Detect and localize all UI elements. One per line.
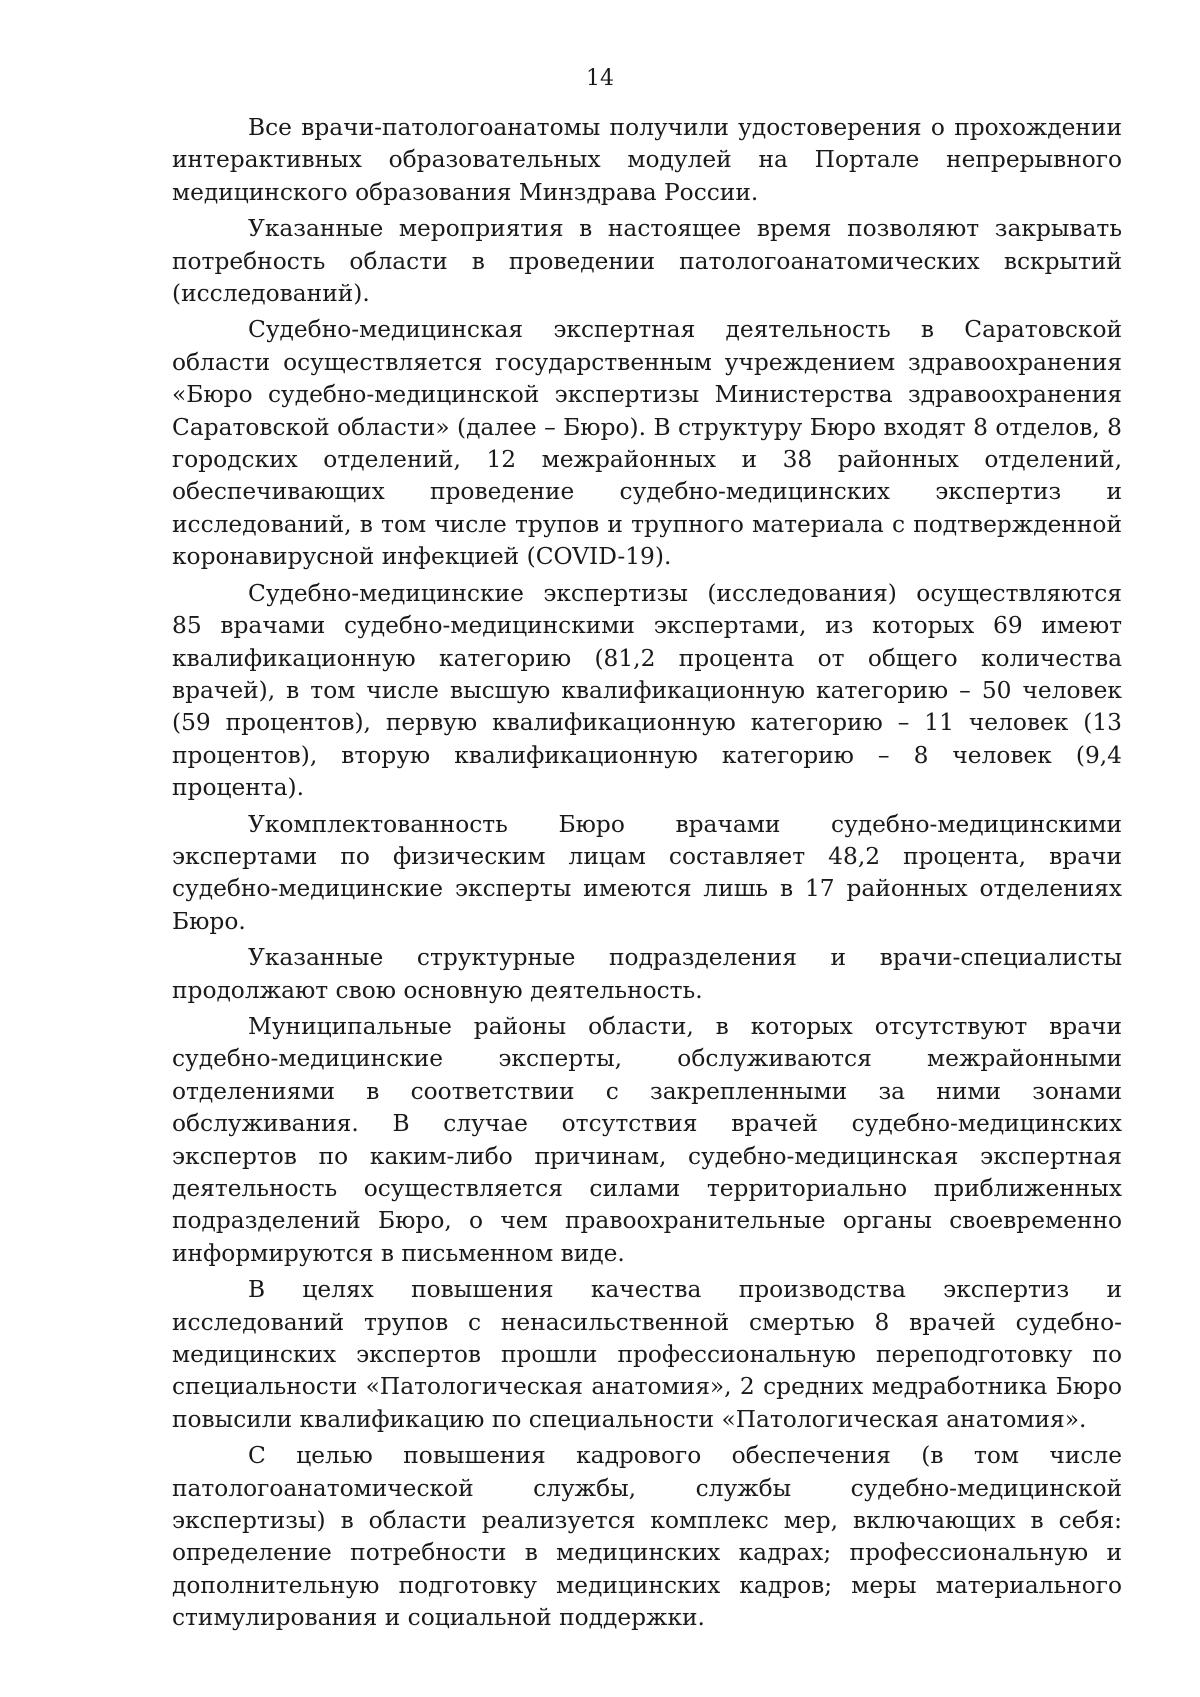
paragraph: Указанные структурные подразделения и врачи-специалисты продолжают свою основную деятельность. [172, 944, 1122, 1004]
paragraph: Муниципальные районы области, в которых отсутствуют врачи судебно-медицинские эксперты, обслуживаются межрайонными отделениями в соответствии с закрепленными за ними зонами обслуживания. В случае отсутствия врачей судебно-медицинских экспертов по каким-либо причинам, судебно-медицинская экспертная деятельность осуществляется силами территориально приближенных подразделений Бюро, о чем правоохранительные органы своевременно информируются в письменном виде. [172, 1012, 1122, 1267]
paragraph: Укомплектованность Бюро врачами судебно-медицинскими экспертами по физическим лицам составляет 48,2 процента, врачи судебно-медицинские эксперты имеются лишь в 17 районных отделениях Бюро. [172, 810, 1122, 935]
paragraph: Судебно-медицинская экспертная деятельность в Саратовской области осуществляется государственным учреждением здравоохранения «Бюро судебно-медицинской экспертизы Министерства здравоохранения Саратовской области» (далее – Бюро). В структуру Бюро входят 8 отделов, 8 городских отделений, 12 межрайонных и 38 районных отделений, обеспечивающих проведение судебно-медицинских экспертиз и исследований, в том числе трупов и трупного материала с подтвержденной коронавирусной инфекцией (COVID-19). [172, 316, 1122, 571]
paragraph: Указанные мероприятия в настоящее время позволяют закрывать потребность области в проведении патологоанатомических вскрытий (исследований). [172, 215, 1122, 308]
paragraph: Судебно-медицинские экспертизы (исследования) осуществляются 85 врачами судебно-медицинскими экспертами, из которых 69 имеют квалификационную категорию (81,2 процента от общего количества врачей), в том числе высшую квалификационную категорию – 50 человек (59 процентов), первую квалификационную категорию – 11 человек (13 процентов), вторую квалификационную категорию – 8 человек (9,4 процента). [172, 579, 1122, 802]
page-number: 14 [586, 66, 614, 91]
paragraph: Все врачи-патологоанатомы получили удостоверения о прохождении интерактивных образовательных модулей на Портале непрерывного медицинского образования Минздрава России. [172, 114, 1122, 206]
document-body [172, 112, 1122, 1639]
paragraph: В целях повышения качества производства экспертиз и исследований трупов с ненасильственной смертью 8 врачей судебно-медицинских экспертов прошли профессиональную переподготовку по специальности «Патологическая анатомия», 2 средних медработника Бюро повысили квалификацию по специальности «Патологическая анатомия». [172, 1276, 1122, 1433]
paragraph: С целью повышения кадрового обеспечения (в том числе патологоанатомической службы, службы судебно-медицинской экспертизы) в области реализуется комплекс мер, включающих в себя: определение потребности в медицинских кадрах; профессиональную и дополнительную подготовку медицинских кадров; меры материального стимулирования и социальной поддержки. [172, 1442, 1122, 1632]
